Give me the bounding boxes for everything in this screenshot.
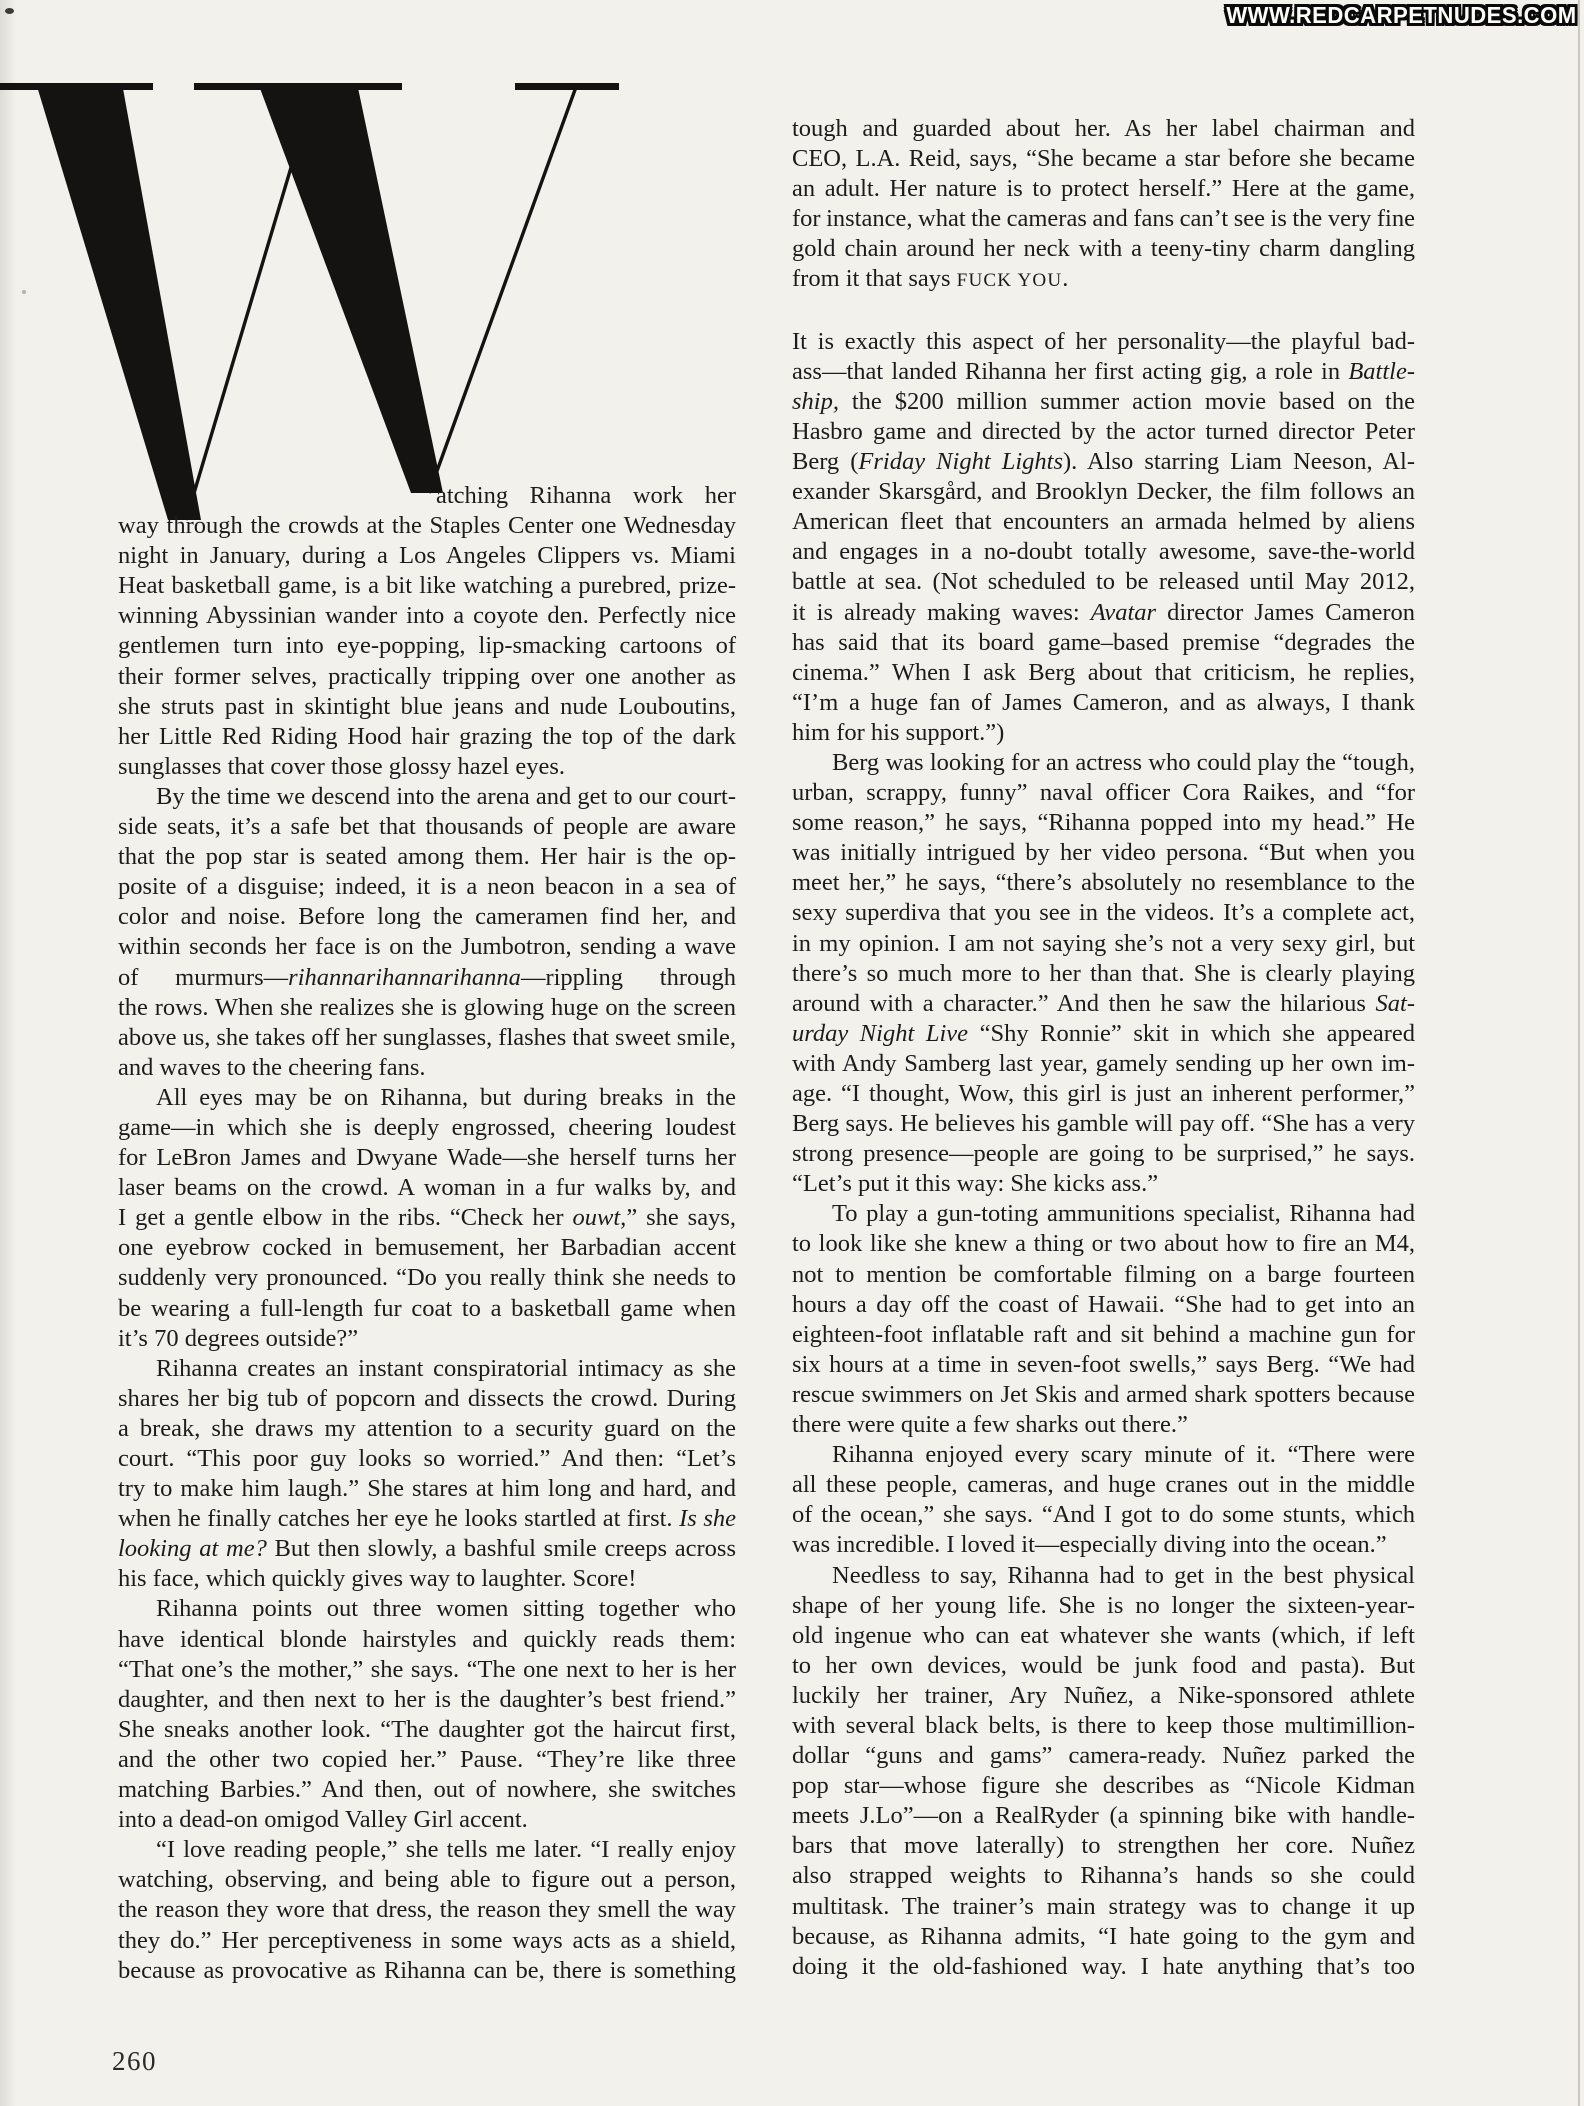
text-line: “I’m a huge fan of James Cameron, and as always, I thank — [792, 688, 1415, 716]
text-line: urban, scrappy, funny” naval officer Cora Raikes, and “for — [792, 779, 1415, 807]
text-line: daughter, and then next to her is the daughter’s best friend.” — [118, 1685, 736, 1713]
paragraph — [792, 1199, 1415, 1440]
text-line: game—in which she is deeply engrossed, cheering loudest — [118, 1113, 736, 1141]
text-line: laser beams on the crowd. A woman in a fur walks by, and — [118, 1174, 736, 1202]
text-line: urday Night Live “Shy Ronnie” skit in which she appeared — [792, 1019, 1415, 1047]
text-line: meet her,” he says, “there’s absolutely no resemblance to the — [792, 869, 1415, 897]
text-line: for LeBron James and Dwyane Wade—she herself turns her — [118, 1144, 736, 1172]
text-line: suddenly very pronounced. “Do you really think she needs to — [118, 1264, 736, 1292]
text-line: American fleet that encounters an armada helmed by aliens — [792, 508, 1415, 536]
text-line: gentlemen turn into eye-popping, lip-smacking cartoons of — [118, 632, 736, 660]
article-column-left — [118, 481, 736, 1986]
scan-right-edge-line — [1578, 0, 1580, 2106]
scan-speck — [5, 8, 14, 14]
text-line: her Little Red Riding Hood hair grazing the top of the dark — [118, 722, 736, 750]
text-line: rescue swimmers on Jet Skis and armed shark spotters because — [792, 1380, 1415, 1408]
drop-cap-thick-stroke — [258, 83, 443, 493]
watermark-text: WWW.REDCARPETNUDES.COM — [1226, 2, 1577, 28]
text-line: have identical blonde hairstyles and quickly reads them: — [118, 1625, 736, 1653]
drop-cap-hairline — [429, 87, 576, 493]
text-line: an adult. Her nature is to protect herself.” Here at the game, — [792, 175, 1415, 203]
text-line: atching Rihanna work her — [436, 482, 736, 509]
text-line: some reason,” he says, “Rihanna popped into my head.” He — [792, 809, 1415, 837]
text-line: their former selves, practically tripping over one another as — [118, 662, 736, 690]
text-line: Rihanna enjoyed every scary minute of it. “There were — [832, 1441, 1415, 1469]
text-line: meets J.Lo”—on a RealRyder (a spinning bike with handle- — [792, 1802, 1415, 1830]
text-line: hours a day off the coast of Hawaii. “She had to get into an — [792, 1290, 1415, 1318]
text-line: gold chain around her neck with a teeny-tiny charm dangling — [792, 235, 1415, 263]
text-line: around with a character.” And then he saw the hilarious Sat- — [792, 989, 1415, 1017]
text-line: I get a gentle elbow in the ribs. “Check her ouwt,” she says, — [118, 1204, 737, 1232]
text-line: in my opinion. I am not saying she’s not a very sexy girl, but — [792, 929, 1415, 957]
text-line: CEO, L.A. Reid, says, “She became a star before she became — [792, 145, 1415, 173]
text-line: Berg (Friday Night Lights). Also starring Liam Neeson, Al- — [792, 448, 1416, 476]
article-column-right — [792, 114, 1415, 1982]
text-line: shares her big tub of popcorn and dissects the crowd. During — [118, 1384, 736, 1412]
text-line: was initially intrigued by her video persona. “But when you — [792, 839, 1415, 867]
text-line: of murmurs—rihannarihannarihanna—rippling through — [118, 963, 737, 991]
paragraph — [118, 1354, 736, 1595]
text-line: to look like she knew a thing or two about how to fire an M4, — [792, 1230, 1415, 1258]
text-line: She sneaks another look. “The daughter got the haircut first, — [118, 1715, 736, 1743]
text-line: “Let’s put it this way: She kicks ass.” — [792, 1170, 1159, 1198]
text-line: not to mention be comfortable filming on a barge fourteen — [792, 1260, 1415, 1288]
paragraph — [792, 114, 1415, 297]
text-line: night in January, during a Los Angeles Clippers vs. Miami — [118, 542, 736, 570]
text-line: way through the crowds at the Staples Center one Wednesday — [118, 512, 736, 540]
text-line: from it that says FUCK YOU. — [792, 265, 1069, 293]
text-line: luckily her trainer, Ary Nuñez, a Nike-sponsored athlete — [792, 1681, 1415, 1709]
text-line: It is exactly this aspect of her personality—the playful bad- — [792, 327, 1415, 355]
text-line: cinema.” When I ask Berg about that criticism, he replies, — [792, 658, 1415, 686]
paragraph — [792, 748, 1415, 1199]
text-line: and engages in a no-doubt totally awesome, save-the-world — [792, 538, 1415, 566]
paragraph — [792, 1440, 1415, 1560]
text-line: six hours at a time in seven-foot swells,” says Berg. “We had — [792, 1350, 1415, 1378]
paragraph — [792, 1561, 1415, 1982]
text-line: that the pop star is seated among them. Her hair is the op- — [118, 843, 736, 871]
text-line: All eyes may be on Rihanna, but during breaks in the — [156, 1083, 736, 1111]
paragraph — [118, 1835, 736, 1985]
text-line: and the other two copied her.” Pause. “They’re like three — [118, 1745, 736, 1773]
text-line: Rihanna points out three women sitting together who — [156, 1595, 736, 1623]
text-line: Hasbro game and directed by the actor turned director Peter — [792, 417, 1415, 445]
text-line: “That one’s the mother,” she says. “The one next to her is her — [118, 1655, 736, 1683]
drop-cap-serif-bar — [515, 83, 619, 90]
drop-cap-thick-stroke — [36, 83, 201, 520]
text-line: battle at sea. (Not scheduled to be released until May 2012, — [792, 568, 1415, 596]
text-line: posite of a disguise; indeed, it is a neon beacon in a sea of — [118, 873, 736, 901]
text-line: his face, which quickly gives way to laughter. Score! — [118, 1565, 637, 1593]
text-line: bars that move laterally) to strengthen her core. Nuñez — [792, 1832, 1415, 1860]
page-number: 260 — [112, 2046, 157, 2076]
text-line: To play a gun-toting ammunitions specialist, Rihanna had — [832, 1200, 1415, 1228]
text-line: color and noise. Before long the cameramen find her, and — [118, 903, 736, 931]
text-line: ass—that landed Rihanna her first acting gig, a role in Battle- — [792, 357, 1415, 385]
text-line: matching Barbies.” And then, out of nowhere, she switches — [118, 1776, 736, 1804]
text-line: looking at me? But then slowly, a bashful smile creeps across — [118, 1535, 736, 1563]
text-line: side seats, it’s a safe bet that thousands of people are aware — [118, 813, 736, 841]
text-line: because, as Rihanna admits, “I hate going to the gym and — [792, 1922, 1415, 1950]
text-line: the reason they wore that dress, the reason they smell the way — [118, 1896, 736, 1924]
text-line: there were quite a few sharks out there.” — [792, 1411, 1188, 1439]
text-line: Needless to say, Rihanna had to get in the best physical — [832, 1561, 1415, 1589]
paragraph — [118, 481, 736, 782]
text-line: try to make him laugh.” She stares at him long and hard, and — [118, 1475, 736, 1503]
text-line: pop star—whose figure she describes as “Nicole Kidman — [792, 1772, 1415, 1800]
text-line: multitask. The trainer’s main strategy was to change it up — [792, 1892, 1415, 1920]
paragraph — [792, 327, 1415, 748]
text-line: it is already making waves: Avatar director James Cameron — [792, 598, 1415, 626]
text-line: they do.” Her perceptiveness in some ways acts as a shield, — [118, 1926, 736, 1954]
text-line: a break, she draws my attention to a security guard on the — [118, 1414, 736, 1442]
text-line: sexy superdiva that you see in the videos. It’s a complete act, — [792, 899, 1415, 927]
text-line: Berg was looking for an actress who could play the “tough, — [832, 748, 1415, 776]
text-line: within seconds her face is on the Jumbotron, sending a wave — [118, 933, 736, 961]
text-line: Rihanna creates an instant conspiratorial intimacy as she — [156, 1354, 736, 1382]
text-line: with several black belts, is there to keep those multimillion- — [792, 1711, 1415, 1739]
text-line: doing it the old-fashioned way. I hate anything that’s too — [792, 1952, 1415, 1980]
text-line: shape of her young life. She is no longer the sixteen-year- — [792, 1591, 1415, 1619]
text-line: him for his support.”) — [792, 718, 1005, 746]
text-line: all these people, cameras, and huge cranes out in the middle — [792, 1471, 1415, 1499]
text-line: By the time we descend into the arena and get to our court- — [156, 782, 736, 810]
text-line: she struts past in skintight blue jeans and nude Louboutins, — [118, 692, 736, 720]
paragraph — [118, 782, 736, 1083]
text-line: old ingenue who can eat whatever she wants (which, if left — [792, 1621, 1415, 1649]
text-line: into a dead-on omigod Valley Girl accent. — [118, 1806, 528, 1834]
text-line: because as provocative as Rihanna can be, there is something — [118, 1956, 736, 1984]
text-line: “I love reading people,” she tells me later. “I really enjoy — [156, 1836, 736, 1864]
paragraph — [118, 1594, 736, 1835]
text-line: also strapped weights to Rihanna’s hands so she could — [792, 1862, 1415, 1890]
text-line: Heat basketball game, is a bit like watching a purebred, prize- — [118, 572, 736, 600]
text-line: eighteen-foot inflatable raft and sit behind a machine gun for — [792, 1320, 1415, 1348]
text-line: ship, the $200 million summer action movie based on the — [792, 387, 1415, 415]
text-line: dollar “guns and gams” camera-ready. Nuñez parked the — [792, 1742, 1415, 1770]
paragraph — [118, 1083, 736, 1354]
text-line: when he finally catches her eye he looks startled at first. Is she — [118, 1505, 736, 1533]
text-line: there’s so much more to her than that. She is clearly playing — [792, 959, 1415, 987]
text-line: it’s 70 degrees outside?” — [118, 1324, 359, 1352]
text-line: one eyebrow cocked in bemusement, her Barbadian accent — [118, 1234, 736, 1262]
text-line: to her own devices, would be junk food and pasta). But — [792, 1651, 1415, 1679]
text-line: has said that its board game–based premise “degrades the — [792, 628, 1415, 656]
text-line: winning Abyssinian wander into a coyote den. Perfectly nice — [118, 602, 736, 630]
text-line: was incredible. I loved it—especially diving into the ocean.” — [792, 1531, 1387, 1559]
text-line: with Andy Samberg last year, gamely sending up her own im- — [792, 1049, 1415, 1077]
text-line: Berg says. He believes his gamble will pay off. “She has a very — [792, 1110, 1415, 1138]
text-line: above us, she takes off her sunglasses, flashes that sweet smile, — [118, 1023, 737, 1051]
text-line: and waves to the cheering fans. — [118, 1053, 426, 1081]
text-line: age. “I thought, Wow, this girl is just an inherent performer,” — [792, 1080, 1415, 1107]
text-line: strong presence—people are going to be surprised,” he says. — [792, 1140, 1415, 1168]
text-line: court. “This poor guy looks so worried.” And then: “Let’s — [118, 1445, 736, 1472]
text-line: the rows. When she realizes she is glowing huge on the screen — [118, 993, 736, 1021]
text-line: tough and guarded about her. As her label chairman and — [792, 115, 1415, 142]
drop-cap-w — [0, 83, 620, 528]
text-line: for instance, what the cameras and fans can’t see is the very fine — [792, 205, 1415, 233]
text-line: exander Skarsgård, and Brooklyn Decker, the film follows an — [792, 478, 1415, 506]
text-line: of the ocean,” she says. “And I got to do some stunts, which — [792, 1501, 1415, 1529]
text-line: sunglasses that cover those glossy hazel eyes. — [118, 752, 566, 780]
text-line: be wearing a full-length fur coat to a basketball game when — [118, 1294, 736, 1322]
text-line: watching, observing, and being able to figure out a person, — [118, 1866, 736, 1894]
